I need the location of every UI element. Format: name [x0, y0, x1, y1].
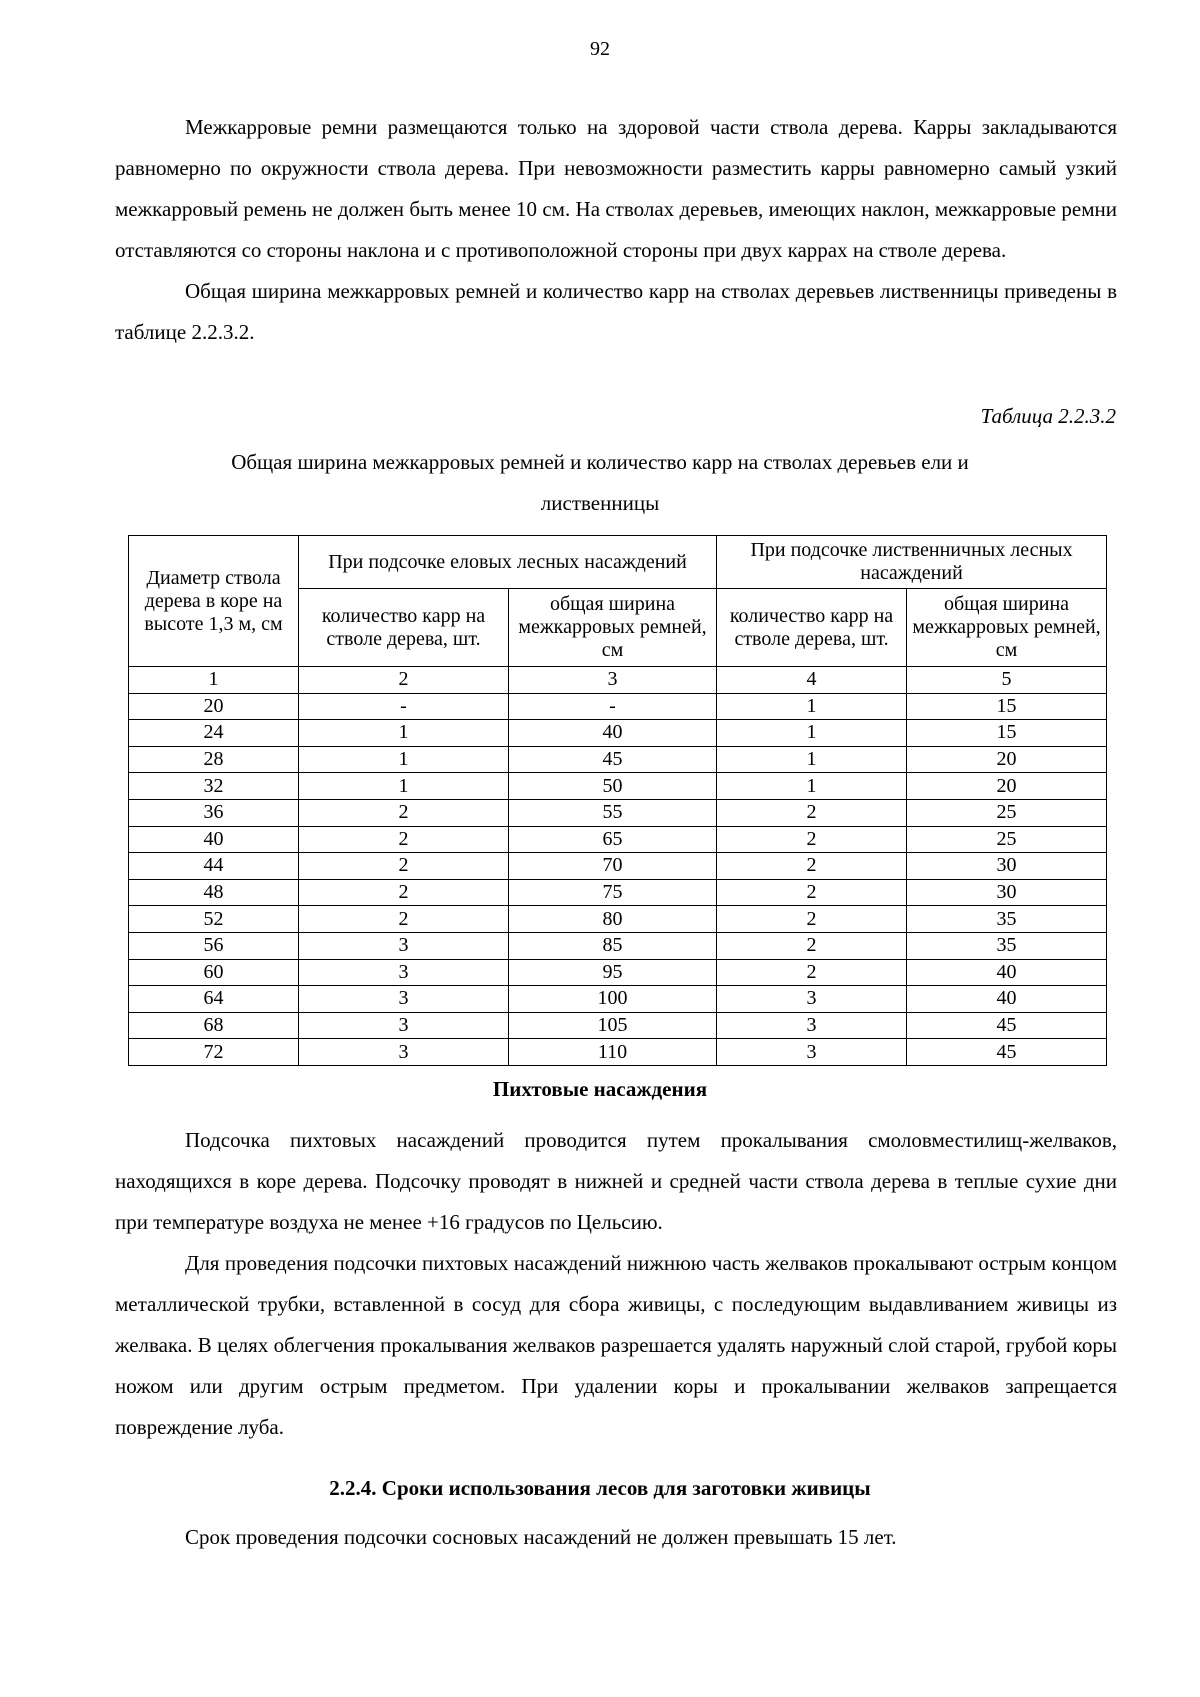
table-cell: 1 [717, 720, 907, 747]
table-cell: 35 [907, 932, 1107, 959]
table-cell: 80 [509, 906, 717, 933]
table-cell: 3 [299, 986, 509, 1013]
column-number: 4 [717, 667, 907, 694]
table-row [129, 853, 1107, 880]
table-cell: 24 [129, 720, 299, 747]
column-number-row [129, 667, 1107, 694]
table-cell: 1 [299, 720, 509, 747]
table-row [129, 1039, 1107, 1066]
table-cell: 40 [129, 826, 299, 853]
table-cell: 3 [717, 1012, 907, 1039]
intro-text [115, 107, 1117, 353]
table-cell: 2 [717, 853, 907, 880]
table-cell: 20 [907, 746, 1107, 773]
section-heading-fir: Пихтовые насаждения [492, 1077, 708, 1101]
data-table [128, 535, 1107, 1066]
table-cell: 45 [907, 1039, 1107, 1066]
table-cell: 64 [129, 986, 299, 1013]
table-cell: - [299, 693, 509, 720]
table-cell: 70 [509, 853, 717, 880]
header-diameter: Диаметр ствола дерева в коре на высоте 1,3 м, см [129, 536, 299, 667]
table-cell: 25 [907, 826, 1107, 853]
table-row [129, 773, 1107, 800]
table-cell: 60 [129, 959, 299, 986]
table-cell: 20 [129, 693, 299, 720]
column-number: 3 [509, 667, 717, 694]
table-cell: 2 [299, 826, 509, 853]
table-title: Общая ширина межкарровых ремней и количество карр на стволах деревьев ели и лиственницы [231, 450, 969, 515]
table-cell: 3 [717, 986, 907, 1013]
table-cell: 2 [299, 906, 509, 933]
table-cell: 2 [717, 826, 907, 853]
table-cell: 15 [907, 693, 1107, 720]
table-cell: 45 [907, 1012, 1107, 1039]
table-cell: 36 [129, 799, 299, 826]
column-number: 2 [299, 667, 509, 694]
header-spruce-count: количество карр на стволе дерева, шт. [299, 589, 509, 667]
table-cell: 85 [509, 932, 717, 959]
table-row [129, 799, 1107, 826]
table-cell: 100 [509, 986, 717, 1013]
table-cell: 2 [717, 959, 907, 986]
table-cell: 2 [299, 879, 509, 906]
header-larch-group: При подсочке лиственничных лесных насаждений [717, 536, 1107, 589]
table-cell: 35 [907, 906, 1107, 933]
paragraph: Общая ширина межкарровых ремней и количество карр на стволах деревьев лиственницы приведены в таблице 2.2.3.2. [115, 279, 1117, 344]
table-row [129, 1012, 1107, 1039]
table-cell: 48 [129, 879, 299, 906]
header-spruce-width: общая ширина межкарровых ремней, см [509, 589, 717, 667]
table-cell: 2 [299, 799, 509, 826]
table-cell: 110 [509, 1039, 717, 1066]
table-row [129, 986, 1107, 1013]
table-cell: 3 [299, 959, 509, 986]
table-row [129, 959, 1107, 986]
table-cell: 3 [299, 1012, 509, 1039]
table-cell: 28 [129, 746, 299, 773]
table-cell: 2 [299, 853, 509, 880]
table-row [129, 932, 1107, 959]
table-cell: 2 [717, 932, 907, 959]
table-cell: 2 [717, 879, 907, 906]
paragraph: Для проведения подсочки пихтовых насаждений нижнюю часть желваков прокалывают острым концом металлической трубки, вставленной в сосуд для сбора живицы, с последующим выдавливанием живицы из желвака. В целях облегчения прокалывания желваков разрешается удалять наружный слой старой, грубой коры ножом или другим острым предметом. При удалении коры и прокалывании желваков запрещается повреждение луба. [115, 1251, 1117, 1439]
table-cell: 30 [907, 853, 1107, 880]
table-cell: 65 [509, 826, 717, 853]
table-cell: 1 [717, 693, 907, 720]
table-cell: 1 [299, 773, 509, 800]
header-spruce-group: При подсочке еловых лесных насаждений [299, 536, 717, 589]
table-row [129, 826, 1107, 853]
table-cell: 40 [907, 959, 1107, 986]
table-cell: 1 [717, 746, 907, 773]
paragraph: Межкарровые ремни размещаются только на здоровой части ствола дерева. Карры закладываются равномерно по окружности ствола дерева. При невозможности разместить карры равномерно самый узкий межкарровый ремень не должен быть менее 10 см. На стволах деревьев, имеющих наклон, межкарровые ремни отставляются со стороны наклона и с противоположной стороны при двух каррах на стволе дерева. [115, 115, 1117, 262]
fir-section-text [115, 1120, 1117, 1448]
table-cell: 30 [907, 879, 1107, 906]
table-cell: 56 [129, 932, 299, 959]
table-cell: 3 [299, 1039, 509, 1066]
table-cell: 55 [509, 799, 717, 826]
table-cell: 32 [129, 773, 299, 800]
table-row [129, 906, 1107, 933]
page-number: 92 [590, 38, 610, 60]
table-cell: 105 [509, 1012, 717, 1039]
table-cell: 95 [509, 959, 717, 986]
table-cell: 50 [509, 773, 717, 800]
table-cell: 3 [717, 1039, 907, 1066]
table-cell: 44 [129, 853, 299, 880]
table-cell: 2 [717, 906, 907, 933]
column-number: 1 [129, 667, 299, 694]
paragraph: Срок проведения подсочки сосновых насаждений не должен превышать 15 лет. [185, 1525, 897, 1549]
table-cell: 15 [907, 720, 1107, 747]
table-row [129, 693, 1107, 720]
table-label: Таблица 2.2.3.2 [980, 404, 1116, 428]
table-cell: 45 [509, 746, 717, 773]
table-cell: 20 [907, 773, 1107, 800]
table-cell: 52 [129, 906, 299, 933]
table-cell: 2 [717, 799, 907, 826]
table-cell: 68 [129, 1012, 299, 1039]
table-row [129, 746, 1107, 773]
table-cell: - [509, 693, 717, 720]
table-row [129, 879, 1107, 906]
header-larch-count: количество карр на стволе дерева, шт. [717, 589, 907, 667]
table-row [129, 720, 1107, 747]
table-cell: 40 [907, 986, 1107, 1013]
table-cell: 3 [299, 932, 509, 959]
table-cell: 25 [907, 799, 1107, 826]
table-cell: 72 [129, 1039, 299, 1066]
table-cell: 1 [299, 746, 509, 773]
table-cell: 75 [509, 879, 717, 906]
table-cell: 1 [717, 773, 907, 800]
column-number: 5 [907, 667, 1107, 694]
section-heading-terms: 2.2.4. Сроки использования лесов для заготовки живицы [329, 1476, 871, 1500]
header-larch-width: общая ширина межкарровых ремней, см [907, 589, 1107, 667]
paragraph: Подсочка пихтовых насаждений проводится путем прокалывания смоловместилищ-желваков, находящихся в коре дерева. Подсочку проводят в нижней и средней части ствола дерева в теплые сухие дни при температуре воздуха не менее +16 градусов по Цельсию. [115, 1128, 1117, 1234]
terms-section-text [115, 1517, 1117, 1558]
table-cell: 40 [509, 720, 717, 747]
